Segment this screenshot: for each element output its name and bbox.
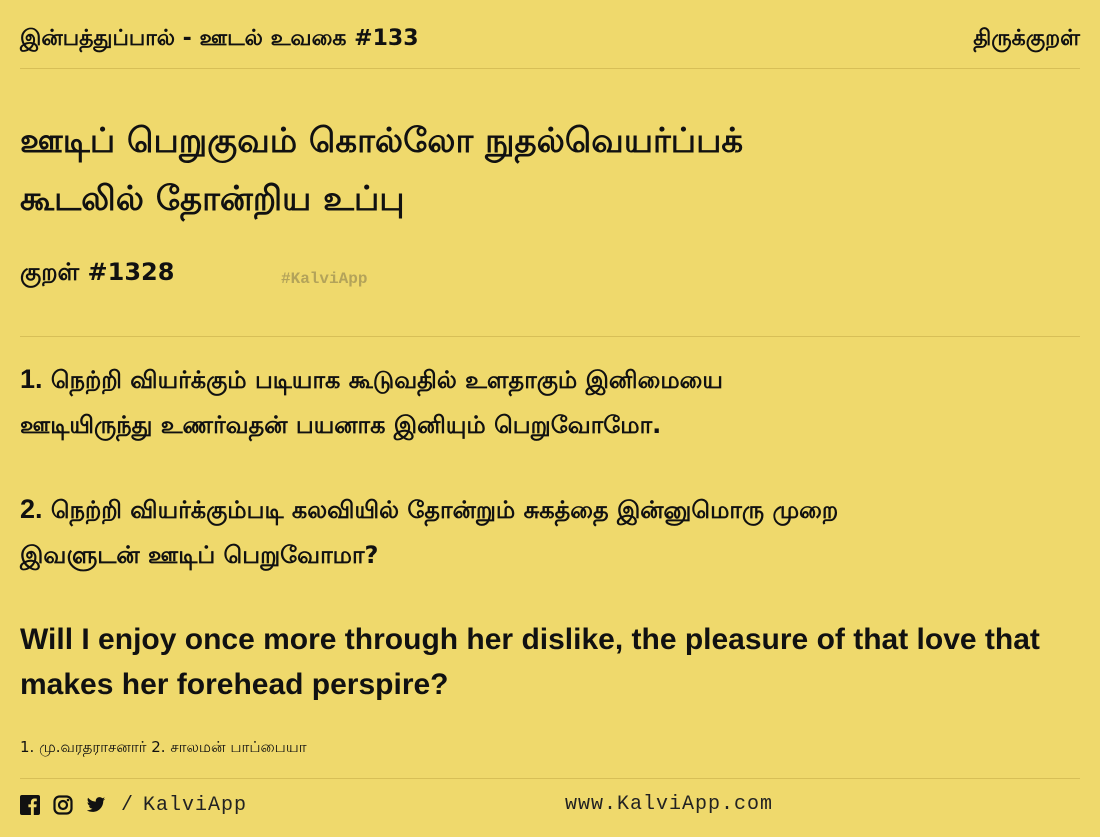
section-title: இன்பத்துப்பால் - ஊடல் உவகை #133 bbox=[20, 26, 419, 51]
meaning-line: நெற்றி வியர்க்கும் படியாக கூடுவதில் உளதாகும் இனிமையை bbox=[50, 366, 723, 394]
hashtag: #KalviApp bbox=[281, 270, 368, 288]
social-links bbox=[20, 795, 247, 815]
english-line-1: Will I enjoy once more through her dislike, the pleasure of that love that bbox=[20, 623, 1040, 656]
english-translation bbox=[20, 617, 1080, 707]
kural-line-2: கூடலில் தோன்றிய உப்பு bbox=[20, 179, 405, 219]
footer-separator: / bbox=[121, 793, 134, 817]
meaning-1 bbox=[20, 357, 1080, 448]
meaning-2 bbox=[20, 487, 1080, 578]
kural-number: குறள் #1328 bbox=[20, 258, 175, 286]
instagram-icon[interactable] bbox=[53, 795, 73, 815]
meaning-line: இவளுடன் ஊடிப் பெறுவோமா? bbox=[20, 541, 379, 569]
header bbox=[20, 20, 1080, 69]
website-link[interactable]: www.KalviApp.com bbox=[565, 793, 774, 816]
kural-meta bbox=[20, 258, 1080, 290]
kural-text bbox=[20, 112, 1080, 228]
page bbox=[20, 0, 1080, 837]
twitter-icon[interactable] bbox=[86, 795, 106, 815]
divider bbox=[20, 336, 1080, 337]
meaning-line: ஊடியிருந்து உணர்வதன் பயனாக இனியும் பெறுவோமோ. bbox=[20, 411, 662, 439]
authors-credit: 1. மு.வரதராசனார் 2. சாலமன் பாப்பையா bbox=[20, 738, 307, 756]
meaning-number: 2. bbox=[20, 494, 43, 524]
english-line-2: makes her forehead perspire? bbox=[20, 668, 449, 701]
kural-line-1: ஊடிப் பெறுகுவம் கொல்லோ நுதல்வெயர்ப்பக் bbox=[20, 121, 744, 161]
facebook-icon[interactable] bbox=[20, 795, 40, 815]
social-handle[interactable]: KalviApp bbox=[143, 793, 248, 817]
meaning-number: 1. bbox=[20, 364, 43, 394]
book-title: திருக்குறள் bbox=[973, 26, 1080, 51]
meaning-line: நெற்றி வியர்க்கும்படி கலவியில் தோன்றும் சுகத்தை இன்னுமொரு முறை bbox=[50, 496, 839, 524]
footer bbox=[20, 778, 1080, 829]
